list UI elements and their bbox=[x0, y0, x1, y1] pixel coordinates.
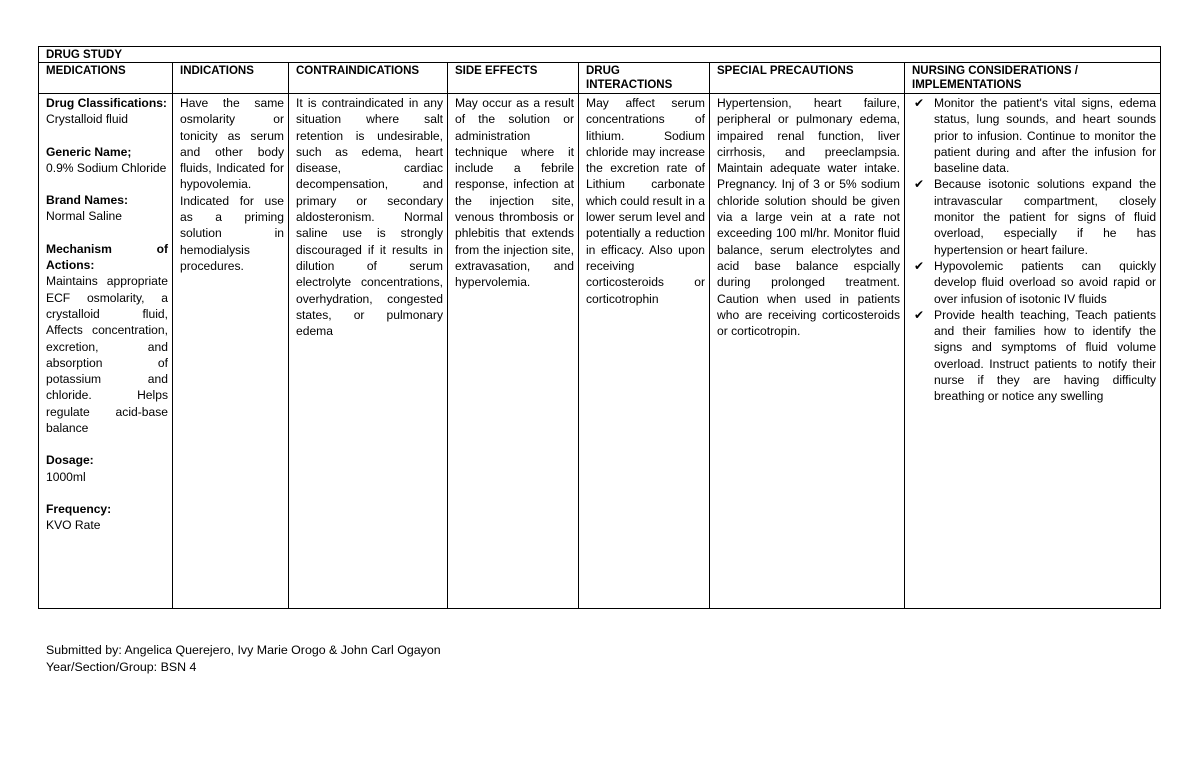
brand-name-value: Normal Saline bbox=[46, 209, 122, 224]
classification-label: Drug Classifications: bbox=[46, 96, 167, 110]
brand-name-label: Brand Names: bbox=[46, 193, 128, 208]
checkmark-icon: ✔ bbox=[914, 177, 925, 192]
checkmark-icon: ✔ bbox=[914, 96, 925, 110]
submission-footer bbox=[46, 642, 441, 676]
header-nursing-considerations: NURSING CONSIDERATIONS / IMPLEMENTATIONS bbox=[905, 63, 1161, 94]
nursing-item-text: Hypovolemic patients can quickly develop fluid overload so avoid rapid or over infusion of isotonic IV fluids bbox=[934, 258, 1157, 306]
dosage-value: 1000ml bbox=[46, 469, 86, 484]
generic-name-label: Generic Name; bbox=[46, 144, 132, 159]
mechanism-value: Maintains appropriate ECF osmolarity, a crystalloid fluid, Affects concentration, excretion, and absorption of potassium and chloride. Helps regulate acid-base balance bbox=[46, 274, 168, 436]
medications-cell bbox=[39, 94, 173, 609]
nursing-list bbox=[912, 95, 1156, 405]
checkmark-icon: ✔ bbox=[914, 307, 925, 322]
header-indications: INDICATIONS bbox=[173, 63, 289, 94]
header-row bbox=[39, 63, 1161, 94]
nursing-item-text: Because isotonic solutions expand the intravascular compartment, closely monitor the patient for signs of fluid overload, especially if he has hypertension or heart failure. bbox=[934, 177, 1157, 257]
generic-name-value: 0.9% Sodium Chloride bbox=[46, 160, 167, 175]
table-title: DRUG STUDY bbox=[39, 47, 1161, 63]
frequency-label: Frequency: bbox=[46, 501, 112, 516]
nursing-considerations-cell bbox=[905, 94, 1161, 609]
classification-value: Crystalloid fluid bbox=[46, 112, 128, 127]
contraindications-cell: It is contraindicated in any situation where salt retention is undesirable, such as edema, heart disease, cardiac decompensation, and primary or secondary aldosteronism. Normal saline use is strongly discouraged if it results in dilution of serum electrolyte concentrations, overhydration, congested states, or pulmonary edema bbox=[289, 94, 448, 609]
nursing-item-text: Provide health teaching, Teach patients and their families how to identify the signs and symptoms of fluid volume overload. Instruct patients to notify their nurse if they are having difficulty breathing or notice any swelling bbox=[934, 307, 1157, 404]
checkmark-icon: ✔ bbox=[914, 258, 925, 273]
frequency-value: KVO Rate bbox=[46, 518, 101, 533]
drug-interactions-cell: May affect serum concentrations of lithium. Sodium chloride may increase the excretion rate of Lithium carbonate which could result in a lower serum level and potentially a reduction in efficacy. Also upon receiving corticosteroids or corticotrophin bbox=[579, 94, 710, 609]
list-item bbox=[912, 176, 1156, 257]
header-drug-interactions: DRUG INTERACTIONS bbox=[579, 63, 710, 94]
header-medications: MEDICATIONS bbox=[39, 63, 173, 94]
dosage-label: Dosage: bbox=[46, 453, 94, 468]
header-contraindications: CONTRAINDICATIONS bbox=[289, 63, 448, 94]
content-row bbox=[39, 94, 1161, 609]
drug-study-table bbox=[38, 46, 1161, 609]
list-item bbox=[912, 258, 1156, 307]
list-item bbox=[912, 307, 1156, 405]
submitted-by: Submitted by: Angelica Querejero, Ivy Marie Orogo & John Carl Ogayon bbox=[46, 643, 441, 657]
header-side-effects: SIDE EFFECTS bbox=[448, 63, 579, 94]
list-item bbox=[912, 95, 1156, 176]
year-section-group: Year/Section/Group: BSN 4 bbox=[46, 660, 197, 674]
indications-cell: Have the same osmolarity or tonicity as serum and other body fluids, Indicated for hypovolemia. Indicated for use as a priming solution in hemodialysis procedures. bbox=[173, 94, 289, 609]
special-precautions-cell: Hypertension, heart failure, peripheral or pulmonary edema, impaired renal function, liver cirrhosis, and preeclampsia. Maintain adequate water intake. Pregnancy. Inj of 3 or 5% sodium chloride solution should be given via a large vein at a rate not exceeding 100 ml/hr. Monitor fluid balance, serum electrolytes and acid base balance espcially during prolonged treatment. Caution when used in patients who are receiving corticosteroids or corticotropin. bbox=[710, 94, 905, 609]
mechanism-label: Mechanism of Actions: bbox=[46, 241, 168, 273]
header-special-precautions: SPECIAL PRECAUTIONS bbox=[710, 63, 905, 94]
side-effects-cell: May occur as a result of the solution or administration technique where it include a febrile response, infection at the injection site, venous thrombosis or phlebitis that extends from the injection site, extravasation, and hypervolemia. bbox=[448, 94, 579, 609]
nursing-item-text: Monitor the patient's vital signs, edema status, lung sounds, and heart sounds prior to infusion. Continue to monitor the patient during and after the infusion for baseline data. bbox=[934, 96, 1157, 176]
